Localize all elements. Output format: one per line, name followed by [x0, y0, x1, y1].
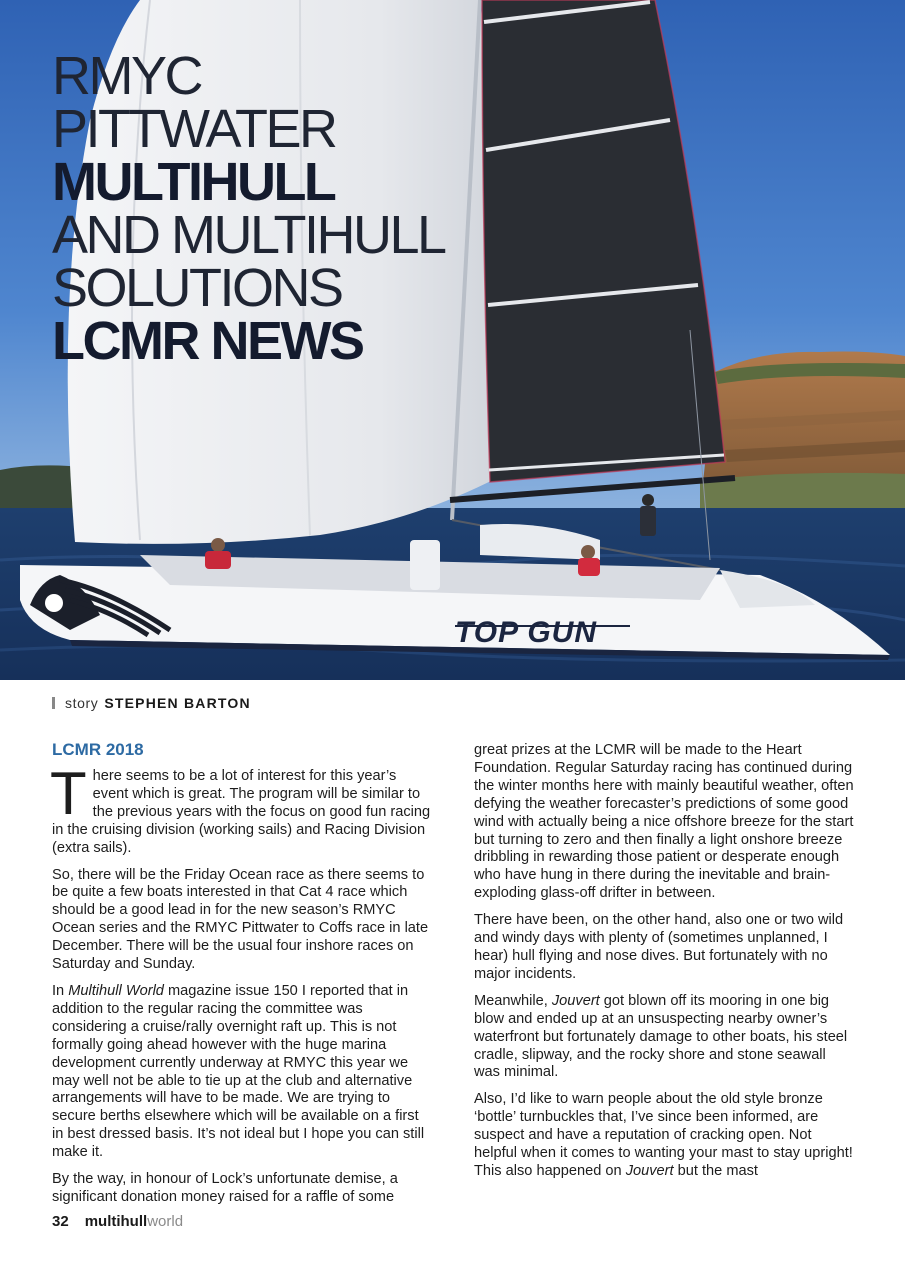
section-title: LCMR 2018 [52, 740, 144, 759]
page-number: 32 [52, 1213, 69, 1230]
paragraph-1 [50, 760, 432, 858]
headline-line-2: PITTWATER [52, 99, 336, 159]
byline-bar [52, 697, 55, 709]
byline [52, 695, 251, 711]
paragraph-2: So, there will be the Friday Ocean race as there seems to be quite a few boats interested in that Cat 4 race which should be a good lead in for the new season’s RMYC Ocean series and the RMYC Pittwater to Coffs race in late December. There will be the usual four inshore races on Saturday and Sunday. [52, 866, 429, 973]
paragraph-7-a: Meanwhile, [474, 992, 552, 1009]
paragraph-8-a: Also, I’d like to warn people about the old style bronze ‘bottle’ turnbuckles that, I’ve since been informed, are suspect and have a reputation of cracking open. Not helpful when it comes to wanting your mast to stay upright! This also happened on [474, 1091, 853, 1179]
paragraph-4: By the way, in honour of Lock’s unfortunate demise, a significant donation money raised for a raffle of some [52, 1171, 398, 1205]
article-column-left [52, 740, 432, 1216]
hull-name-text: TOP GUN [455, 616, 598, 649]
paragraph-3-a: In [52, 982, 69, 999]
paragraph-7-b: got blown off its mooring in one big blow and ended up at an unsuspecting nearby owner’s waterfront but fortunately damage to other boats, his steel cradle, slipway, and the rocky shore and stone seawall was minimal. [474, 992, 848, 1081]
article-column-right [474, 742, 854, 1190]
magazine-name-part1: multihull [84, 1213, 148, 1230]
headline-line-5: SOLUTIONS [52, 258, 342, 318]
drop-cap: T [50, 760, 87, 827]
magazine-name-part2: world [147, 1213, 184, 1230]
paragraph-5: great prizes at the LCMR will be made to the Heart Foundation. Regular Saturday racing has continued during the winter months here with mainly beautiful weather, often defying the weather forecaster’s predictions of some good wind with actually being a nice offshore breeze for the start but turning to zero and then finally a light onshore breeze dribbling in rewarding those patient or desperate enough who have hung in there during the inevitable and brain-exploding glass-off drifter in between. [474, 742, 854, 902]
headline-line-6: LCMR NEWS [52, 311, 363, 371]
headline-line-1: RMYC [52, 46, 201, 106]
paragraph-1-text: here seems to be a lot of interest for this year’s event which is great. The program will be similar to the previous years with the focus on good fun racing in the cruising division (working sails) and Racing Division (extra sails). [52, 768, 431, 856]
boat-name: Jouvert [551, 992, 600, 1009]
paragraph-7 [474, 993, 854, 1083]
paragraph-8 [474, 1091, 854, 1181]
byline-author: STEPHEN BARTON [104, 695, 251, 711]
byline-prefix: story [65, 695, 99, 711]
magazine-title: Multihull World [68, 982, 164, 999]
paragraph-6: There have been, on the other hand, also one or two wild and windy days with plenty of (sometimes unplanned, I hear) hull flying and nose dives. But fortunately with no major incidents. [474, 912, 844, 982]
headline-line-3: MULTIHULL [52, 152, 335, 212]
paragraph-3-b: magazine issue 150 I reported that in addition to the regular racing the committee was considering a cruise/rally overnight raft up. This is not formally going ahead however with the huge marina development currently underway at RMYC this year we may well not be able to tie up at the club and alternative arrangements will have to be made. We are trying to secure berths elsewhere which will be available on a first in best dressed basis. It’s not ideal but I hope you can still make it. [52, 982, 425, 1161]
headline [52, 46, 445, 371]
page-footer [52, 1213, 183, 1230]
boat-name: Jouvert [625, 1162, 674, 1179]
headline-line-4: AND MULTIHULL [52, 205, 445, 265]
paragraph-8-b: but the mast [673, 1162, 758, 1179]
paragraph-3 [52, 983, 432, 1162]
